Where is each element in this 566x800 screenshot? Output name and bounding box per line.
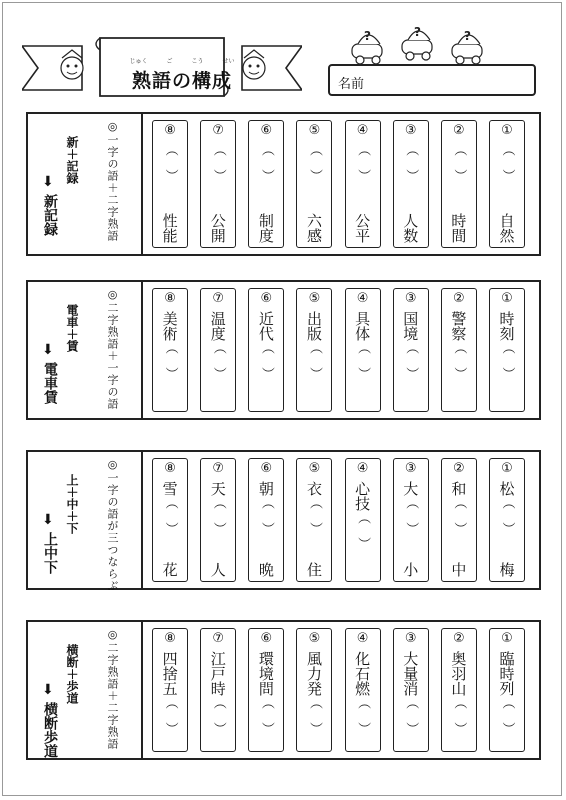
blank-paren[interactable]: （ ）: [499, 696, 515, 735]
card-bottom: [346, 697, 380, 747]
page-title: 熟語の構成: [131, 70, 232, 92]
card-bottom-text: 中: [449, 562, 468, 577]
card-top-text: 衣: [304, 481, 323, 496]
card-top-text: 時刻: [497, 311, 516, 341]
card-number: ⑥: [260, 631, 273, 646]
section-desc: ◎一字の語＋二字熟語: [106, 120, 119, 242]
section-desc: ◎一字の語が三つならぶ: [106, 458, 119, 592]
card-bottom: [201, 193, 235, 243]
answer-card[interactable]: [441, 458, 477, 582]
card-top-text: 心技: [353, 481, 372, 511]
card-number: ⑥: [260, 291, 273, 306]
answer-card[interactable]: [200, 628, 236, 752]
card-top-text: 風力発: [304, 651, 323, 696]
blank-paren[interactable]: （ ）: [162, 496, 178, 535]
answer-card[interactable]: [345, 288, 381, 412]
divider: [141, 114, 143, 254]
blank-paren[interactable]: （ ）: [451, 696, 467, 735]
card-number: ⑤: [308, 631, 321, 646]
card-bottom-text: 公平: [353, 213, 372, 243]
card-bottom-text: 六感: [304, 213, 323, 243]
blank-paren[interactable]: （ ）: [499, 143, 515, 182]
blank-paren[interactable]: （ ）: [451, 341, 467, 380]
card-bottom: [153, 357, 187, 407]
card-bottom-text: 性能: [160, 213, 179, 243]
answer-card[interactable]: [489, 120, 525, 248]
blank-paren[interactable]: （ ）: [306, 341, 322, 380]
card-bottom-text: 自然: [497, 213, 516, 243]
answer-card[interactable]: [345, 458, 381, 582]
section-side: [28, 114, 128, 254]
divider: [141, 622, 143, 758]
card-number: ⑦: [212, 123, 225, 138]
card-bottom: [442, 357, 476, 407]
answer-card[interactable]: [248, 628, 284, 752]
card-number: ③: [404, 123, 417, 138]
answer-card[interactable]: [296, 288, 332, 412]
mascot-illustration: [340, 18, 500, 66]
card-number: ②: [452, 631, 465, 646]
svg-text:?: ?: [464, 29, 471, 43]
card-top-text: 朝: [256, 481, 275, 496]
card-number: ①: [501, 631, 513, 646]
card-bottom-text: 人数: [401, 213, 420, 243]
card-number: ③: [404, 631, 417, 646]
card-number: ④: [356, 291, 369, 306]
card-bottom: [490, 697, 524, 747]
blank-paren[interactable]: （ ）: [306, 143, 322, 182]
example-formula: 新＋記録: [65, 136, 79, 184]
card-bottom: [297, 193, 331, 243]
card-top-text: 臨時列: [497, 651, 516, 696]
section-side: [28, 282, 128, 418]
card-bottom: [442, 193, 476, 243]
card-top-text: 天: [208, 481, 227, 496]
card-bottom-text: 時間: [449, 213, 468, 243]
card-top-text: 雪: [160, 481, 179, 496]
card-bottom: [153, 193, 187, 243]
example-result: 横断歩道: [42, 702, 58, 758]
card-bottom: [201, 697, 235, 747]
example-result: 新記録: [42, 194, 58, 236]
card-bottom: [297, 697, 331, 747]
card-bottom-text: 晩: [256, 562, 275, 577]
blank-paren[interactable]: （ ）: [499, 341, 515, 380]
blank-paren[interactable]: （ ）: [258, 143, 274, 182]
card-bottom: [394, 357, 428, 407]
arrow-down-icon: ⬇: [42, 512, 54, 528]
answer-card[interactable]: [345, 120, 381, 248]
card-number: ④: [356, 461, 369, 476]
section-2: [26, 280, 541, 420]
section-side: [28, 622, 128, 758]
blank-paren[interactable]: （ ）: [210, 496, 226, 535]
card-number: ⑧: [164, 123, 176, 138]
card-number: ⑦: [212, 461, 225, 476]
card-top-text: 大量消: [401, 651, 420, 696]
card-bottom-text: 花: [160, 562, 179, 577]
blank-paren[interactable]: （ ）: [451, 143, 467, 182]
answer-card[interactable]: [393, 628, 429, 752]
card-bottom-text: 住: [304, 562, 323, 577]
card-bottom: [394, 527, 428, 577]
section-4: [26, 620, 541, 760]
card-number: ②: [452, 461, 465, 476]
card-top-text: 警察: [449, 311, 468, 341]
card-bottom-text: 公開: [208, 213, 227, 243]
name-field[interactable]: [328, 64, 536, 96]
svg-text:?: ?: [414, 25, 421, 39]
card-bottom: [394, 193, 428, 243]
card-bottom: [249, 357, 283, 407]
example-result: 上中下: [42, 532, 58, 574]
card-top-text: 出版: [304, 311, 323, 341]
ruby: じゅく: [129, 58, 148, 65]
card-number: ③: [404, 291, 417, 306]
answer-card[interactable]: [393, 120, 429, 248]
card-number: ④: [356, 631, 369, 646]
card-number: ①: [501, 123, 513, 138]
card-bottom-text: 小: [401, 562, 420, 577]
card-bottom: [442, 697, 476, 747]
section-1: [26, 112, 541, 256]
card-bottom: [297, 527, 331, 577]
blank-paren[interactable]: （ ）: [162, 143, 178, 182]
svg-text:?: ?: [364, 29, 371, 43]
card-top-text: 化石燃: [353, 651, 372, 696]
card-bottom: [153, 527, 187, 577]
answer-card[interactable]: [248, 288, 284, 412]
answer-card[interactable]: [441, 120, 477, 248]
card-bottom-text: 梅: [497, 562, 516, 577]
card-bottom: [442, 527, 476, 577]
blank-paren[interactable]: （ ）: [403, 696, 419, 735]
card-number: ③: [404, 461, 417, 476]
card-bottom: [490, 357, 524, 407]
arrow-down-icon: ⬇: [42, 342, 54, 358]
card-bottom: [201, 527, 235, 577]
blank-paren[interactable]: （ ）: [403, 496, 419, 535]
card-number: ②: [452, 291, 465, 306]
card-row: [146, 628, 533, 752]
card-number: ⑤: [308, 123, 321, 138]
answer-card[interactable]: [152, 628, 188, 752]
answer-card[interactable]: [393, 288, 429, 412]
card-number: ①: [501, 291, 513, 306]
answer-card[interactable]: [489, 288, 525, 412]
card-bottom: [490, 193, 524, 243]
card-bottom-text: 人: [208, 562, 227, 577]
ruby: こう: [191, 58, 204, 65]
card-number: ⑥: [260, 123, 273, 138]
card-number: ⑧: [164, 631, 176, 646]
answer-card[interactable]: [489, 458, 525, 582]
answer-card[interactable]: [441, 288, 477, 412]
ruby: ご: [166, 58, 173, 65]
card-top-text: 環境問: [256, 651, 275, 696]
answer-card[interactable]: [248, 120, 284, 248]
blank-paren[interactable]: （ ）: [210, 143, 226, 182]
section-3: [26, 450, 541, 590]
answer-card[interactable]: [152, 458, 188, 582]
card-number: ②: [452, 123, 465, 138]
answer-card[interactable]: [200, 458, 236, 582]
arrow-down-icon: ⬇: [42, 174, 54, 190]
answer-card[interactable]: [393, 458, 429, 582]
card-bottom: [346, 527, 380, 577]
card-row: [146, 120, 533, 248]
card-number: ⑤: [308, 291, 321, 306]
card-number: ⑥: [260, 461, 273, 476]
card-bottom: [394, 697, 428, 747]
answer-card[interactable]: [296, 120, 332, 248]
answer-card[interactable]: [441, 628, 477, 752]
card-number: ⑤: [308, 461, 321, 476]
divider: [141, 452, 143, 588]
card-bottom-text: 制度: [256, 213, 275, 243]
card-top-text: 奥羽山: [449, 651, 468, 696]
card-top-text: 江戸時: [208, 651, 227, 696]
card-top-text: 大: [401, 481, 420, 496]
example-formula: 横断＋歩道: [65, 644, 79, 704]
blank-paren[interactable]: （ ）: [499, 496, 515, 535]
card-number: ⑧: [164, 461, 176, 476]
card-number: ⑧: [164, 291, 176, 306]
card-bottom: [297, 357, 331, 407]
blank-paren[interactable]: （ ）: [306, 696, 322, 735]
arrow-down-icon: ⬇: [42, 682, 54, 698]
card-bottom: [249, 193, 283, 243]
blank-paren[interactable]: （ ）: [355, 511, 371, 550]
ruby: せい: [222, 58, 235, 65]
card-row: [146, 288, 533, 412]
answer-card[interactable]: [248, 458, 284, 582]
answer-card[interactable]: [152, 288, 188, 412]
card-top-text: 近代: [256, 311, 275, 341]
divider: [141, 282, 143, 418]
card-top-text: 温度: [208, 311, 227, 341]
card-number: ⑦: [212, 291, 225, 306]
answer-card[interactable]: [489, 628, 525, 752]
blank-paren[interactable]: （ ）: [403, 341, 419, 380]
blank-paren[interactable]: （ ）: [258, 696, 274, 735]
blank-paren[interactable]: （ ）: [355, 341, 371, 380]
card-top-text: 和: [449, 481, 468, 496]
blank-paren[interactable]: （ ）: [162, 696, 178, 735]
blank-paren[interactable]: （ ）: [258, 341, 274, 380]
card-number: ①: [501, 461, 513, 476]
card-top-text: 四捨五: [160, 651, 179, 696]
card-bottom: [346, 357, 380, 407]
card-bottom: [201, 357, 235, 407]
section-side: [28, 452, 128, 592]
blank-paren[interactable]: （ ）: [306, 496, 322, 535]
card-bottom: [346, 193, 380, 243]
section-desc: ◎二字熟語＋二字熟語: [106, 628, 119, 750]
example-formula: 上＋中＋下: [65, 474, 79, 534]
card-bottom: [249, 697, 283, 747]
card-number: ⑦: [212, 631, 225, 646]
card-bottom: [153, 697, 187, 747]
blank-paren[interactable]: （ ）: [451, 496, 467, 535]
title-ruby: [120, 56, 244, 65]
card-top-text: 国境: [401, 311, 420, 341]
card-number: ④: [356, 123, 369, 138]
answer-card[interactable]: [152, 120, 188, 248]
blank-paren[interactable]: （ ）: [210, 341, 226, 380]
card-row: [146, 458, 533, 582]
blank-paren[interactable]: （ ）: [403, 143, 419, 182]
blank-paren[interactable]: （ ）: [258, 496, 274, 535]
answer-card[interactable]: [200, 288, 236, 412]
name-label: 名前: [338, 77, 365, 92]
card-bottom: [490, 527, 524, 577]
answer-card[interactable]: [345, 628, 381, 752]
example-result: 電車賃: [42, 362, 58, 404]
card-bottom: [249, 527, 283, 577]
answer-card[interactable]: [296, 458, 332, 582]
blank-paren[interactable]: （ ）: [355, 143, 371, 182]
example-formula: 電車＋賃: [65, 304, 79, 352]
answer-card[interactable]: [296, 628, 332, 752]
answer-card[interactable]: [200, 120, 236, 248]
blank-paren[interactable]: （ ）: [355, 696, 371, 735]
blank-paren[interactable]: （ ）: [162, 341, 178, 380]
blank-paren[interactable]: （ ）: [210, 696, 226, 735]
card-top-text: 具体: [353, 311, 372, 341]
card-top-text: 松: [497, 481, 516, 496]
card-top-text: 美術: [160, 311, 179, 341]
section-desc: ◎二字熟語＋一字の語: [106, 288, 119, 410]
